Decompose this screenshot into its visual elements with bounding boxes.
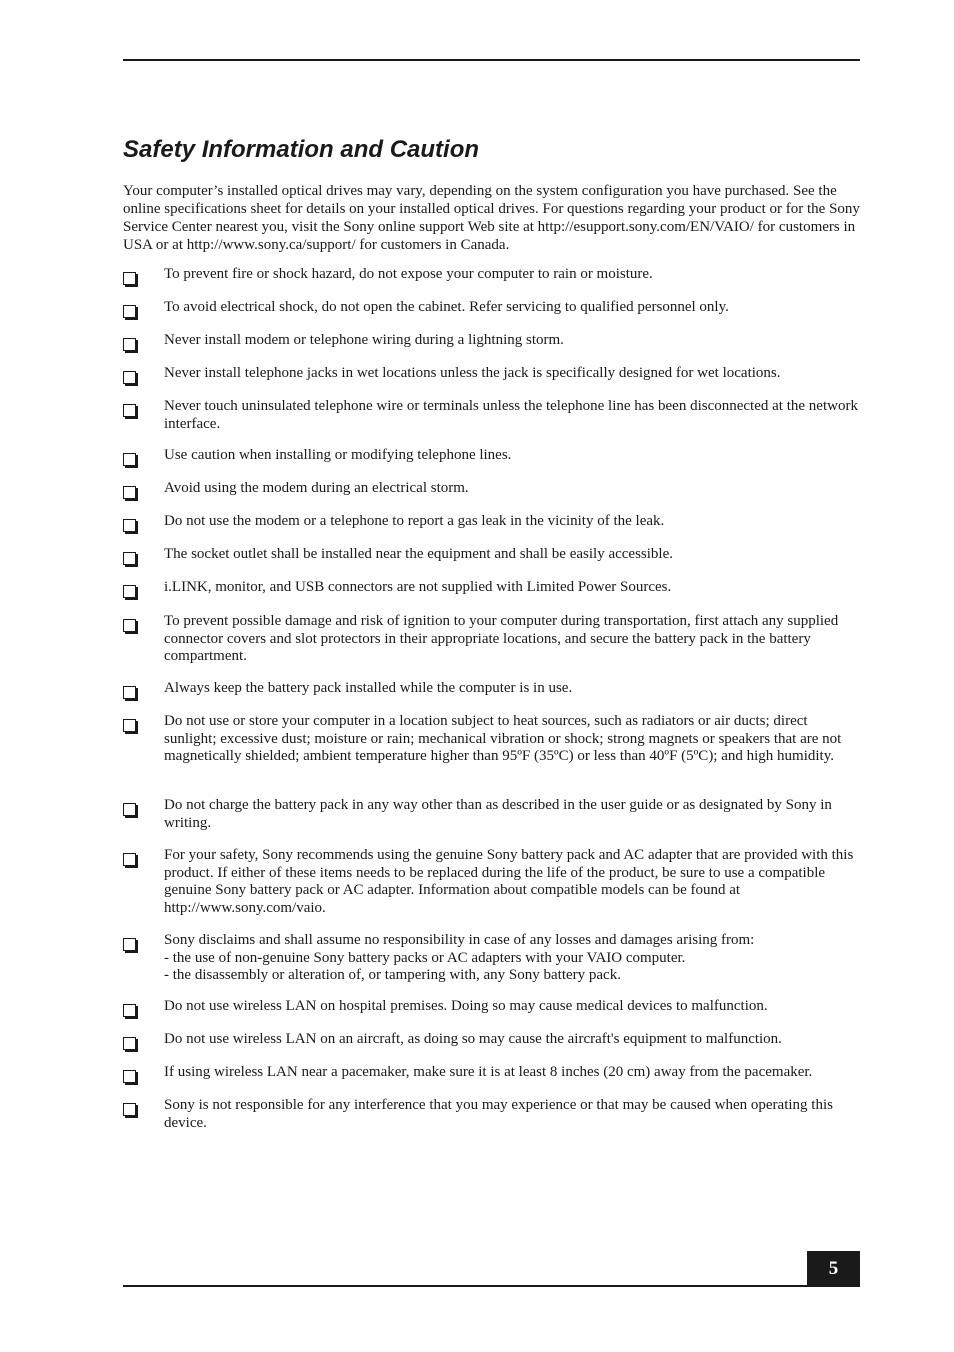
list-item-text: Sony disclaims and shall assume no responsibility in case of any losses and damages arising from: - the use of non-genuine Sony battery packs or AC adapters with your VAIO computer. - the disassembly or alteration of, or tampering with, any Sony battery pack.	[164, 932, 755, 983]
list-item-text: To prevent possible damage and risk of ignition to your computer during transportation, first attach any supplied connector covers and slot protectors in their appropriate locations, and secure the battery pack in the battery compartment.	[164, 613, 839, 664]
checkbox-bullet-icon	[123, 585, 136, 598]
checkbox-bullet-icon	[123, 404, 136, 417]
list-item-text: The socket outlet shall be installed near the equipment and shall be easily accessible.	[164, 546, 673, 562]
list-item-text: Do not charge the battery pack in any way other than as described in the user guide or as designated by Sony in writing.	[164, 797, 832, 831]
list-item-text: If using wireless LAN near a pacemaker, make sure it is at least 8 inches (20 cm) away from the pacemaker.	[164, 1064, 813, 1080]
list-item-text: To prevent fire or shock hazard, do not expose your computer to rain or moisture.	[164, 266, 653, 282]
checkbox-bullet-icon	[123, 338, 136, 351]
checkbox-bullet-icon	[123, 1103, 136, 1116]
checkbox-bullet-icon	[123, 938, 136, 951]
list-item-text: Never touch uninsulated telephone wire or terminals unless the telephone line has been disconnected at the network interface.	[164, 398, 858, 432]
list-item-text: Avoid using the modem during an electrical storm.	[164, 480, 469, 496]
checkbox-bullet-icon	[123, 1004, 136, 1017]
list-item-text: Never install telephone jacks in wet locations unless the jack is specifically designed for wet locations.	[164, 365, 781, 381]
checkbox-bullet-icon	[123, 453, 136, 466]
checkbox-bullet-icon	[123, 619, 136, 632]
list-item-text: Do not use wireless LAN on hospital premises. Doing so may cause medical devices to malfunction.	[164, 998, 768, 1014]
header-rule	[123, 59, 860, 61]
checkbox-bullet-icon	[123, 272, 136, 285]
list-item-text: Do not use wireless LAN on an aircraft, as doing so may cause the aircraft's equipment to malfunction.	[164, 1031, 782, 1047]
checkbox-bullet-icon	[123, 1070, 136, 1083]
list-item-text: Do not use the modem or a telephone to report a gas leak in the vicinity of the leak.	[164, 513, 665, 529]
intro-paragraph: Your computer’s installed optical drives may vary, depending on the system configuration you have purchased. See the online specifications sheet for details on your installed optical drives. For questions regarding your product or for the Sony Service Center nearest you, visit the Sony online support Web site at http://esupport.sony.com/EN/VAIO/ for customers in USA or at http://www.sony.ca/support/ for customers in Canada.	[123, 183, 860, 253]
checkbox-bullet-icon	[123, 803, 136, 816]
checkbox-bullet-icon	[123, 486, 136, 499]
page-number: 5	[807, 1251, 860, 1287]
list-item-text: Always keep the battery pack installed while the computer is in use.	[164, 680, 573, 696]
list-item-text: Do not use or store your computer in a location subject to heat sources, such as radiators or air ducts; direct sunlight; excessive dust; moisture or rain; mechanical vibration or shock; strong magnets or speakers that are not magnetically shielded; ambient temperature higher than 95ºF (35ºC) or less than 40ºF (5ºC); and high humidity.	[164, 713, 842, 764]
checkbox-bullet-icon	[123, 552, 136, 565]
list-item-text: Sony is not responsible for any interference that you may experience or that may be caused when operating this device.	[164, 1097, 833, 1131]
checkbox-bullet-icon	[123, 1037, 136, 1050]
list-item-text: For your safety, Sony recommends using the genuine Sony battery pack and AC adapter that are provided with this product. If either of these items needs to be replaced during the life of the product, be sure to use a compatible genuine Sony battery pack or AC adapter. Information about compatible models can be found at http://www.sony.com/vaio.	[164, 847, 854, 916]
list-item-text: i.LINK, monitor, and USB connectors are not supplied with Limited Power Sources.	[164, 579, 672, 595]
checkbox-bullet-icon	[123, 305, 136, 318]
footer-rule	[123, 1285, 807, 1287]
checkbox-bullet-icon	[123, 719, 136, 732]
page-title: Safety Information and Caution	[123, 136, 480, 163]
checkbox-bullet-icon	[123, 686, 136, 699]
list-item-text: Never install modem or telephone wiring during a lightning storm.	[164, 332, 564, 348]
list-item-text: To avoid electrical shock, do not open the cabinet. Refer servicing to qualified personnel only.	[164, 299, 729, 315]
list-item-text: Use caution when installing or modifying telephone lines.	[164, 447, 512, 463]
checkbox-bullet-icon	[123, 853, 136, 866]
checkbox-bullet-icon	[123, 519, 136, 532]
checkbox-bullet-icon	[123, 371, 136, 384]
